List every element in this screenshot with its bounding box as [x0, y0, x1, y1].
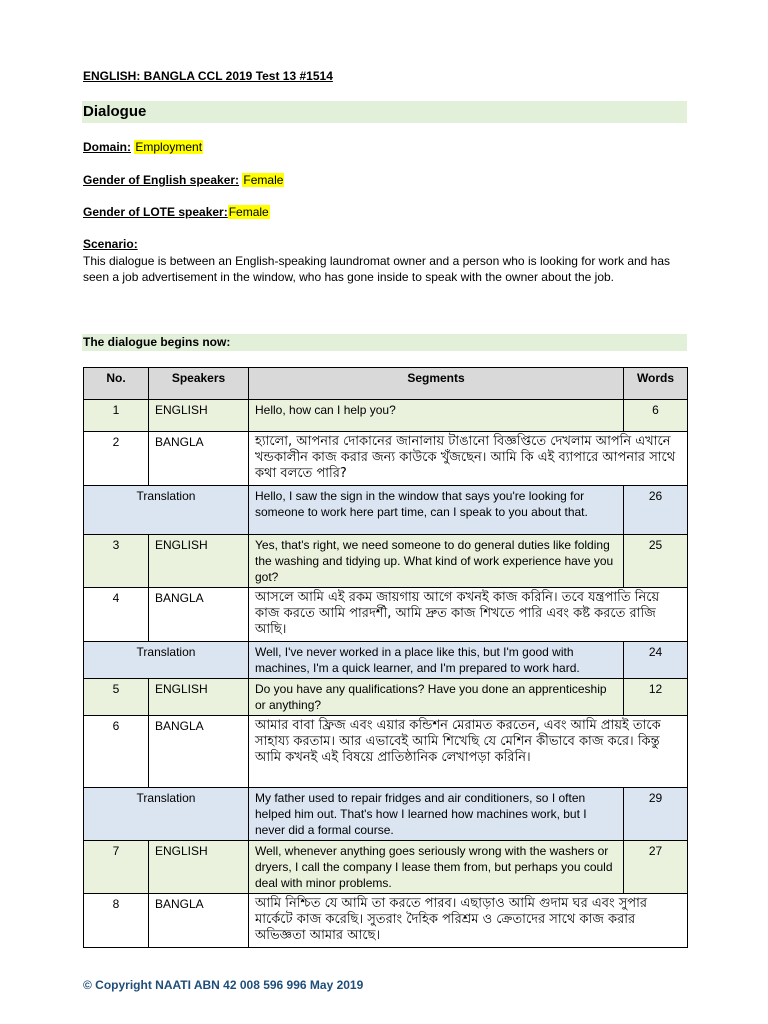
header-no: No.: [84, 368, 149, 400]
header-speakers: Speakers: [149, 368, 249, 400]
dialogue-heading: Dialogue: [82, 101, 687, 123]
table-header-row: [84, 368, 688, 400]
header-segments: Segments: [249, 368, 624, 400]
row-number: 7: [84, 841, 149, 894]
row-segment: Hello, how can I help you?: [249, 400, 624, 432]
header-words: Words: [624, 368, 688, 400]
domain-field: [83, 139, 203, 155]
row-number: 4: [84, 588, 149, 642]
row-words: 27: [624, 841, 688, 894]
table-row: [84, 716, 688, 788]
lote-gender-field: [83, 204, 270, 220]
row-number: 5: [84, 679, 149, 716]
row-number: 1: [84, 400, 149, 432]
row-segment: Well, I've never worked in a place like this, but I'm good with machines, I'm a quick learner, and I'm prepared to work hard.: [249, 642, 624, 679]
row-speaker: ENGLISH: [149, 535, 249, 588]
document-title: ENGLISH: BANGLA CCL 2019 Test 13 #1514: [83, 69, 333, 83]
domain-label: Domain:: [83, 140, 131, 154]
row-words: 6: [624, 400, 688, 432]
row-words: 12: [624, 679, 688, 716]
row-segment: Do you have any qualifications? Have you done an apprenticeship or anything?: [249, 679, 624, 716]
row-segment: Well, whenever anything goes seriously wrong with the washers or dryers, I call the company I lease them from, but perhaps you could deal with minor problems.: [249, 841, 624, 894]
row-words: 25: [624, 535, 688, 588]
table-row: [84, 679, 688, 716]
row-words: 29: [624, 788, 688, 841]
english-gender-label: Gender of English speaker:: [83, 173, 240, 187]
row-speaker: ENGLISH: [149, 400, 249, 432]
row-words: 24: [624, 642, 688, 679]
row-words: 26: [624, 486, 688, 535]
row-speaker: BANGLA: [149, 432, 249, 486]
dialogue-begins-bar: The dialogue begins now:: [82, 334, 687, 351]
table-row: [84, 788, 688, 841]
table-row: [84, 486, 688, 535]
row-number: 2: [84, 432, 149, 486]
table-row: [84, 588, 688, 642]
domain-value: Employment: [135, 140, 203, 154]
lote-gender-value: Female: [228, 205, 269, 219]
table-row: [84, 642, 688, 679]
table-row: [84, 432, 688, 486]
dialogue-table: [83, 367, 688, 948]
row-segment: হ্যালো, আপনার দোকানের জানালায় টাঙানো বিজ্ঞপ্তিতে দেখলাম আপনি এখানে খন্ডকালীন কাজ করার জন্য কাউকে খুঁজছেন। আমি কি এই ব্যাপারে আপনার সাথে কথা বলতে পারি?: [249, 432, 688, 486]
row-segment: আমার বাবা ফ্রিজ এবং এয়ার কন্ডিশন মেরামত করতেন, এবং আমি প্রায়ই তাকে সাহায্য করতাম। আর এভাবেই আমি শিখেছি যে মেশিন কীভাবে কাজ করে। কিন্তু আমি কখনই এই বিষয়ে প্রাতিষ্ঠানিক লেখাপড়া করিনি।: [249, 716, 688, 788]
english-gender-field: [83, 172, 284, 188]
row-speaker: ENGLISH: [149, 841, 249, 894]
table-row: [84, 841, 688, 894]
row-translation-label: Translation: [84, 788, 249, 841]
row-speaker: ENGLISH: [149, 679, 249, 716]
row-speaker: BANGLA: [149, 894, 249, 948]
scenario-label: Scenario:: [83, 237, 138, 251]
row-segment: Hello, I saw the sign in the window that says you're looking for someone to work here part time, can I speak to you about that.: [249, 486, 624, 535]
row-number: 3: [84, 535, 149, 588]
row-segment: আমি নিশ্চিত যে আমি তা করতে পারব। এছাড়াও আমি গুদাম ঘর এবং সুপার মার্কেটে কাজ করেছি। সুতরাং দৈহিক পরিশ্রম ও ক্রেতাদের সাথে কাজ করার অভিজ্ঞতা আমার আছে।: [249, 894, 688, 948]
scenario-text: This dialogue is between an English-speaking laundromat owner and a person who is looking for work and has seen a job advertisement in the window, who has gone inside to speak with the owner about the job.: [83, 254, 671, 284]
lote-gender-label: Gender of LOTE speaker:: [83, 205, 228, 219]
row-number: 8: [84, 894, 149, 948]
row-translation-label: Translation: [84, 642, 249, 679]
row-segment: My father used to repair fridges and air conditioners, so I often helped him out. That's how I learned how machines work, but I never did a formal course.: [249, 788, 624, 841]
copyright-footer: © Copyright NAATI ABN 42 008 596 996 May 2019: [83, 978, 364, 992]
row-translation-label: Translation: [84, 486, 249, 535]
table-row: [84, 400, 688, 432]
table-row: [84, 894, 688, 948]
row-segment: Yes, that's right, we need someone to do general duties like folding the washing and tidying up. What kind of work experience have you got?: [249, 535, 624, 588]
table-row: [84, 535, 688, 588]
row-number: 6: [84, 716, 149, 788]
row-speaker: BANGLA: [149, 716, 249, 788]
row-segment: আসলে আমি এই রকম জায়গায় আগে কখনই কাজ করিনি। তবে যন্ত্রপাতি নিয়ে কাজ করতে আমি পারদর্শী, আমি দ্রুত কাজ শিখতে পারি এবং কষ্ট করতে রাজি আছি।: [249, 588, 688, 642]
english-gender-value: Female: [243, 173, 284, 187]
row-speaker: BANGLA: [149, 588, 249, 642]
